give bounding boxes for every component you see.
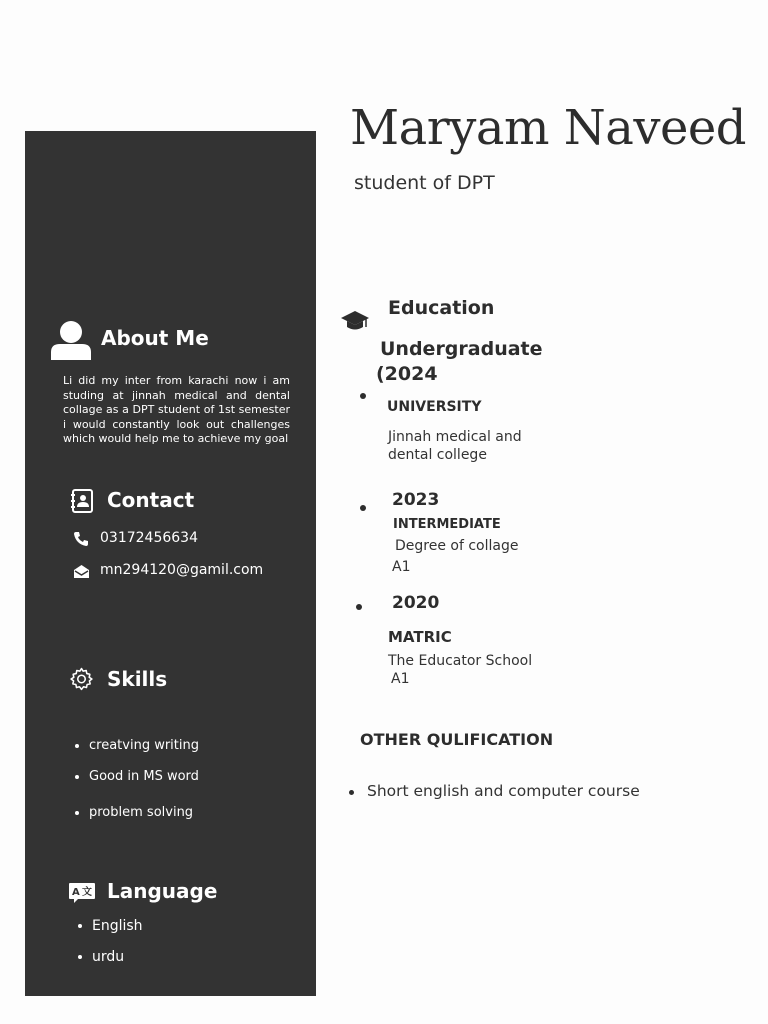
language-item: English bbox=[92, 918, 143, 934]
other-qualification-bullet bbox=[349, 790, 354, 795]
timeline-dot bbox=[356, 604, 362, 610]
about-title: About Me bbox=[101, 326, 209, 350]
edu-line: A1 bbox=[392, 559, 411, 575]
edu-line: The Educator School bbox=[388, 653, 533, 669]
timeline-dot bbox=[360, 393, 366, 399]
edu-level: UNIVERSITY bbox=[387, 399, 482, 415]
language-title: Language bbox=[107, 879, 218, 903]
about-text: Li did my inter from karachi now i am studing at jinnah medical and dental collage as a DPT student of 1st semester i would constantly look out challenges which would help me to achieve my goal bbox=[63, 374, 290, 446]
skill-item: creatving writing bbox=[89, 738, 199, 753]
edu-level: MATRIC bbox=[388, 628, 452, 646]
edu-year: 2023 bbox=[392, 490, 440, 510]
edu-line: A1 bbox=[391, 671, 410, 687]
undergrad-year: (2024 bbox=[376, 363, 438, 385]
person-icon bbox=[50, 320, 92, 360]
graduation-cap-icon bbox=[340, 310, 370, 334]
contact-title: Contact bbox=[107, 488, 195, 512]
other-qualification-title: OTHER QULIFICATION bbox=[360, 730, 554, 749]
education-title: Education bbox=[388, 297, 495, 319]
svg-text:A: A bbox=[72, 887, 80, 898]
person-name: Maryam Naveed bbox=[350, 100, 746, 156]
contact-book-icon bbox=[70, 489, 94, 513]
svg-text:文: 文 bbox=[82, 887, 92, 898]
edu-line: dental college bbox=[388, 447, 487, 463]
edu-line: Jinnah medical and bbox=[388, 429, 522, 445]
person-role: student of DPT bbox=[354, 172, 495, 194]
envelope-icon bbox=[73, 564, 90, 579]
language-item: urdu bbox=[92, 949, 125, 965]
gear-icon bbox=[69, 667, 94, 692]
undergrad-title: Undergraduate bbox=[380, 338, 543, 360]
skill-item: Good in MS word bbox=[89, 769, 199, 784]
timeline-dot bbox=[360, 505, 366, 511]
translate-icon bbox=[68, 882, 96, 904]
other-qualification-item: Short english and computer course bbox=[367, 782, 640, 800]
edu-level: INTERMEDIATE bbox=[393, 517, 501, 532]
contact-phone[interactable]: 03172456634 bbox=[100, 530, 198, 546]
skills-title: Skills bbox=[107, 667, 168, 691]
edu-line: Degree of collage bbox=[395, 538, 519, 554]
edu-year: 2020 bbox=[392, 593, 440, 613]
skill-item: problem solving bbox=[89, 805, 194, 820]
contact-email[interactable]: mn294120@gamil.com bbox=[100, 562, 264, 578]
phone-icon bbox=[73, 531, 89, 547]
